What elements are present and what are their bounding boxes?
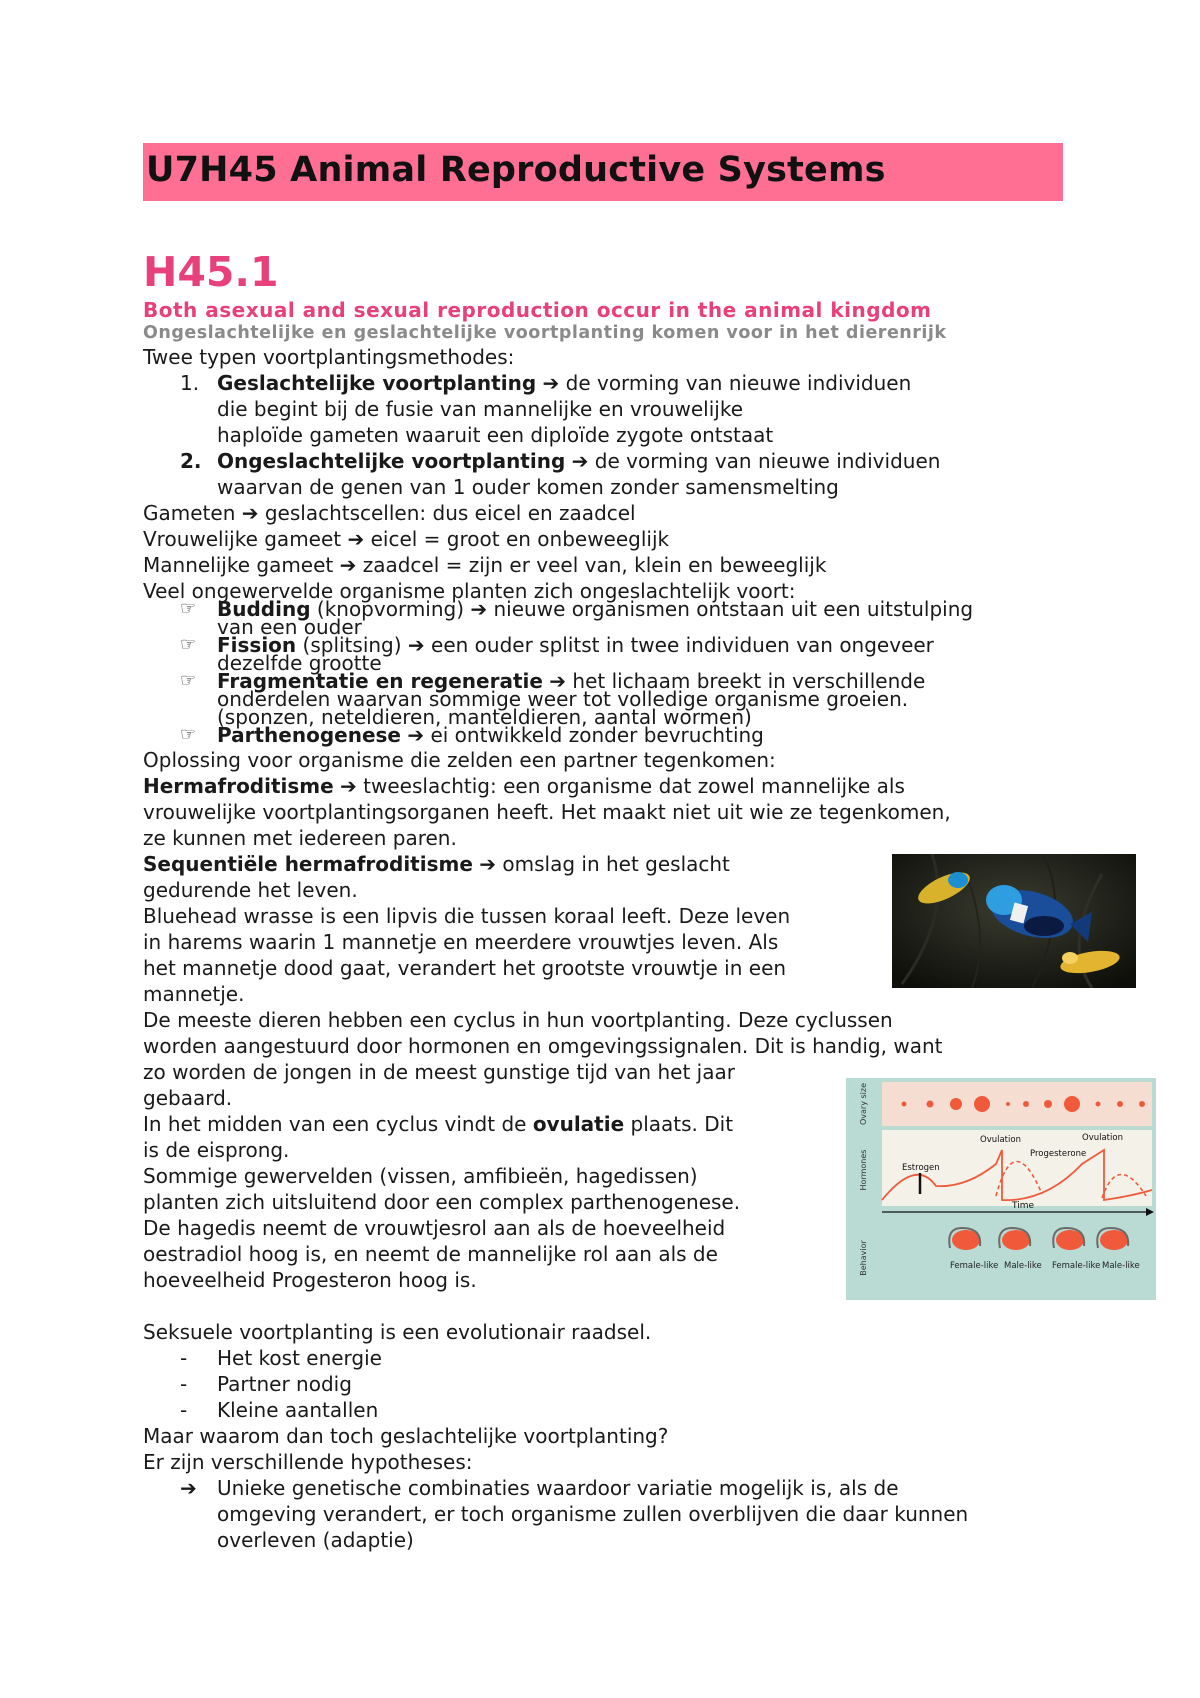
ovary-dot bbox=[1096, 1102, 1101, 1107]
pointing-hand-icon: ☞ bbox=[180, 634, 197, 655]
text-line: planten zich uitsluitend door een complex parthenogenese. bbox=[143, 1190, 741, 1214]
pointing-hand-icon: ☞ bbox=[180, 724, 197, 745]
text-line: in harems waarin 1 mannetje en meerdere vrouwtjes leven. Als bbox=[143, 930, 779, 954]
text-line: zo worden de jongen in de meest gunstige tijd van het jaar bbox=[143, 1060, 735, 1084]
ovary-dot bbox=[950, 1098, 962, 1110]
text-line: mannetje. bbox=[143, 982, 245, 1006]
subtitle-english: Both asexual and sexual reproduction occur in the animal kingdom bbox=[143, 298, 932, 322]
hypothesis-line1: Unieke genetische combinaties waardoor variatie mogelijk is, als de bbox=[217, 1476, 899, 1500]
hormone-cycle-figure bbox=[846, 1078, 1156, 1300]
text-line: Seksuele voortplanting is een evolutionair raadsel. bbox=[143, 1320, 652, 1344]
subtitle-dutch: Ongeslachtelijke en geslachtelijke voortplanting komen voor in het dierenrijk bbox=[143, 323, 947, 343]
list-item-2-text: de vorming van nieuwe individuen bbox=[588, 449, 941, 473]
list-item-1-text: de vorming van nieuwe individuen bbox=[559, 371, 912, 395]
ovary-dot bbox=[1006, 1102, 1010, 1106]
behavior-male-like-1: Male-like bbox=[1004, 1261, 1042, 1271]
bullet-fragmentatie-text: ➔ het lichaam breekt in verschillende bbox=[542, 669, 926, 693]
ovary-dot bbox=[1023, 1101, 1029, 1107]
arrow-icon: ➔ bbox=[542, 371, 560, 395]
ovary-dot bbox=[902, 1102, 907, 1107]
dash-bullet: - bbox=[180, 1398, 188, 1422]
text-line: is de eisprong. bbox=[143, 1138, 290, 1162]
term-ovulatie: ovulatie bbox=[532, 1112, 625, 1136]
time-label: Time bbox=[1012, 1201, 1035, 1211]
ovulatie-text-a: In het midden van een cyclus vindt de bbox=[143, 1112, 533, 1136]
progesterone-label: Progesterone bbox=[1030, 1149, 1087, 1159]
dash-bullet: - bbox=[180, 1372, 188, 1396]
section-heading: H45.1 bbox=[143, 248, 279, 296]
ovulatie-line bbox=[143, 1111, 733, 1137]
behavior-male-like-2: Male-like bbox=[1102, 1261, 1140, 1271]
ovulatie-text-b: plaats. Dit bbox=[624, 1112, 734, 1136]
list-item-1 bbox=[217, 370, 911, 396]
bullet-parthenogenese-text: ➔ ei ontwikkeld zonder bevruchting bbox=[400, 723, 764, 747]
term-parthenogenese: Parthenogenese bbox=[217, 723, 401, 747]
hormones-label: Hormones bbox=[859, 1149, 868, 1191]
hypothesis-line3: overleven (adaptie) bbox=[217, 1528, 414, 1552]
ovary-dot bbox=[1064, 1096, 1080, 1112]
behavior-label: Behavior bbox=[859, 1240, 868, 1276]
text-line: Vrouwelijke gameet ➔ eicel = groot en onbeweeglijk bbox=[143, 527, 670, 551]
text-line: gebaard. bbox=[143, 1086, 233, 1110]
list-item-2-line2: waarvan de genen van 1 ouder komen zonder samensmelting bbox=[217, 475, 839, 499]
bullet-parthenogenese bbox=[217, 723, 764, 747]
term-hermafroditisme: Hermafroditisme bbox=[143, 774, 334, 798]
text-line: hoeveelheid Progesteron hoog is. bbox=[143, 1268, 477, 1292]
pointing-hand-icon: ☞ bbox=[180, 670, 197, 691]
ovulation-label-2: Ovulation bbox=[1082, 1133, 1123, 1143]
hermafroditisme-line bbox=[143, 773, 905, 799]
arrow-icon: ➔ bbox=[571, 449, 589, 473]
ovary-dot bbox=[1044, 1100, 1052, 1108]
ovary-dot bbox=[1117, 1101, 1123, 1107]
bullet-fragmentatie-line3: (sponzen, neteldieren, manteldieren, aantal wormen) bbox=[217, 705, 752, 729]
text-line: Maar waarom dan toch geslachtelijke voortplanting? bbox=[143, 1424, 669, 1448]
text-line: Bluehead wrasse is een lipvis die tussen koraal leeft. Deze leven bbox=[143, 904, 791, 928]
text-line: vrouwelijke voortplantingsorganen heeft. Het maakt niet uit wie ze tegenkomen, bbox=[143, 800, 951, 824]
text-line: Gameten ➔ geslachtscellen: dus eicel en zaadcel bbox=[143, 501, 636, 525]
text-line: Veel ongewervelde organisme planten zich ongeslachtelijk voort: bbox=[143, 579, 796, 603]
text-line: oestradiol hoog is, en neemt de mannelijke rol aan als de bbox=[143, 1242, 718, 1266]
behavior-female-like-1: Female-like bbox=[950, 1261, 999, 1271]
dash-bullet: - bbox=[180, 1346, 188, 1370]
ovary-dot bbox=[927, 1101, 934, 1108]
text-line: gedurende het leven. bbox=[143, 878, 358, 902]
bluehead-wrasse-photo bbox=[892, 854, 1136, 988]
term-fragmentatie: Fragmentatie en regeneratie bbox=[217, 669, 543, 693]
list-item: Partner nodig bbox=[217, 1372, 352, 1396]
text-line: Oplossing voor organisme die zelden een partner tegenkomen: bbox=[143, 748, 776, 772]
text-line: Er zijn verschillende hypotheses: bbox=[143, 1450, 473, 1474]
bullet-fission-line2: dezelfde grootte bbox=[217, 651, 382, 675]
term-ongeslachtelijke: Ongeslachtelijke voortplanting bbox=[217, 449, 566, 473]
list-number-2: 2. bbox=[180, 449, 202, 473]
text-line: Mannelijke gameet ➔ zaadcel = zijn er veel van, klein en beweeglijk bbox=[143, 553, 827, 577]
sequentiele-text: ➔ omslag in het geslacht bbox=[472, 852, 730, 876]
ovary-dot bbox=[1139, 1101, 1145, 1107]
document-title: U7H45 Animal Reproductive Systems bbox=[146, 150, 886, 190]
term-sequentiele: Sequentiële hermafroditisme bbox=[143, 852, 473, 876]
bullet-fission-text: (splitsing) ➔ een ouder splitst in twee individuen van ongeveer bbox=[296, 633, 934, 657]
list-item-1-line3: haploïde gameten waaruit een diploïde zygote ontstaat bbox=[217, 423, 774, 447]
list-item: Het kost energie bbox=[217, 1346, 382, 1370]
hypothesis-line2: omgeving verandert, er toch organisme zullen overblijven die daar kunnen bbox=[217, 1502, 969, 1526]
pointing-hand-icon: ☞ bbox=[180, 598, 197, 619]
list-number-1: 1. bbox=[180, 371, 200, 395]
ovulation-label-1: Ovulation bbox=[980, 1135, 1021, 1145]
bullet-budding-text: (knopvorming) ➔ nieuwe organismen ontstaan uit een uitstulping bbox=[310, 597, 974, 621]
intro-line: Twee typen voortplantingsmethodes: bbox=[143, 345, 515, 369]
behavior-female-like-2: Female-like bbox=[1052, 1261, 1101, 1271]
ovary-size-label: Ovary size bbox=[859, 1082, 868, 1126]
list-item-1-line2: die begint bij de fusie van mannelijke en vrouwelijke bbox=[217, 397, 744, 421]
ovary-dot bbox=[974, 1096, 990, 1112]
hermafroditisme-text: ➔ tweeslachtig: een organisme dat zowel mannelijke als bbox=[333, 774, 905, 798]
text-line: De meeste dieren hebben een cyclus in hun voortplanting. Deze cyclussen bbox=[143, 1008, 893, 1032]
text-line: het mannetje dood gaat, verandert het grootste vrouwtje in een bbox=[143, 956, 787, 980]
text-line: ze kunnen met iedereen paren. bbox=[143, 826, 457, 850]
list-item: Kleine aantallen bbox=[217, 1398, 379, 1422]
bullet-fragmentatie-line2: onderdelen waarvan sommige weer tot volledige organisme groeien. bbox=[217, 687, 909, 711]
list-item-2 bbox=[217, 448, 940, 474]
term-geslachtelijke: Geslachtelijke voortplanting bbox=[217, 371, 537, 395]
text-line: worden aangestuurd door hormonen en omgevingssignalen. Dit is handig, want bbox=[143, 1034, 943, 1058]
term-fission: Fission bbox=[217, 633, 297, 657]
term-budding: Budding bbox=[217, 597, 311, 621]
ovary-panel bbox=[882, 1082, 1152, 1126]
arrow-icon: ➔ bbox=[180, 1476, 197, 1500]
bullet-budding-line2: van een ouder bbox=[217, 615, 362, 639]
estrogen-label: Estrogen bbox=[902, 1163, 940, 1173]
sequentiele-line bbox=[143, 851, 730, 877]
text-line: De hagedis neemt de vrouwtjesrol aan als de hoeveelheid bbox=[143, 1216, 726, 1240]
text-line: Sommige gewervelden (vissen, amfibieën, hagedissen) bbox=[143, 1164, 698, 1188]
